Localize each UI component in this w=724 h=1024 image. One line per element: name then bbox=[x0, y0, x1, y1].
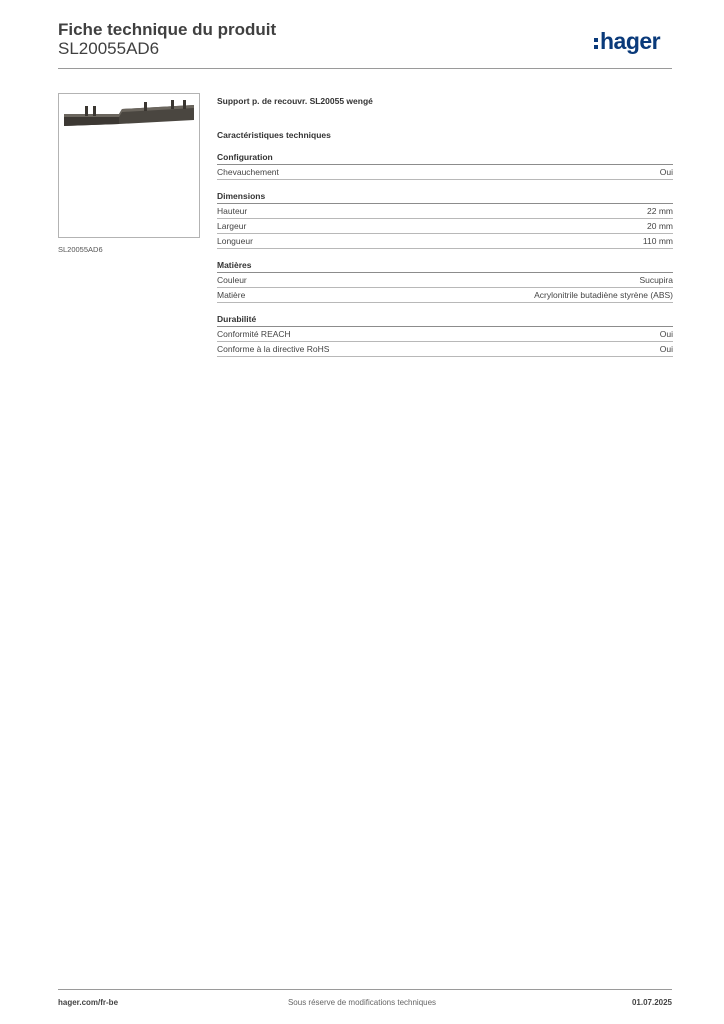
logo-text: hager bbox=[600, 28, 661, 54]
specification-content bbox=[217, 95, 673, 357]
spec-value: Oui bbox=[659, 167, 673, 177]
product-photo bbox=[59, 94, 199, 237]
page-title: Fiche technique du produit bbox=[58, 20, 277, 39]
spec-label: Conformité REACH bbox=[217, 329, 291, 339]
product-image bbox=[58, 93, 200, 238]
spec-row bbox=[217, 234, 673, 249]
spec-label: Hauteur bbox=[217, 206, 248, 216]
footer-date: 01.07.2025 bbox=[631, 998, 672, 1007]
tech-specs-heading: Caractéristiques techniques bbox=[217, 130, 331, 140]
section-dimensions bbox=[217, 190, 673, 249]
footer-website-link[interactable]: hager.com/fr-be bbox=[58, 998, 119, 1007]
spec-value: 20 mm bbox=[647, 221, 673, 231]
spec-value: Oui bbox=[659, 329, 673, 339]
product-name: Support p. de recouvr. SL20055 wengé bbox=[217, 96, 373, 106]
section-durability bbox=[217, 313, 673, 357]
section-title: Matières bbox=[217, 259, 673, 273]
logo-colon-mark bbox=[594, 38, 598, 49]
spec-row bbox=[217, 204, 673, 219]
hager-logo bbox=[594, 26, 660, 56]
spec-label: Couleur bbox=[217, 275, 247, 285]
spec-row bbox=[217, 342, 673, 357]
section-title: Durabilité bbox=[217, 313, 673, 327]
spec-row bbox=[217, 165, 673, 180]
spec-label: Longueur bbox=[217, 236, 253, 246]
spec-label: Largeur bbox=[217, 221, 247, 231]
spec-value: 22 mm bbox=[647, 206, 673, 216]
spec-label: Matière bbox=[217, 290, 246, 300]
section-title: Dimensions bbox=[217, 190, 673, 204]
section-configuration bbox=[217, 151, 673, 180]
spec-value: Oui bbox=[659, 344, 673, 354]
spec-value: Acrylonitrile butadiène styrène (ABS) bbox=[534, 290, 673, 300]
spec-row bbox=[217, 273, 673, 288]
spec-row bbox=[217, 288, 673, 303]
spec-value: Sucupira bbox=[639, 275, 673, 285]
header-divider bbox=[58, 68, 672, 69]
product-reference: SL20055AD6 bbox=[58, 39, 160, 58]
spec-row bbox=[217, 219, 673, 234]
footer-divider bbox=[58, 989, 672, 990]
spec-row bbox=[217, 327, 673, 342]
image-caption: SL20055AD6 bbox=[58, 245, 103, 254]
footer-disclaimer: Sous réserve de modifications techniques bbox=[287, 998, 437, 1007]
section-title: Configuration bbox=[217, 151, 673, 165]
section-materials bbox=[217, 259, 673, 303]
spec-value: 110 mm bbox=[642, 236, 673, 246]
spec-label: Conforme à la directive RoHS bbox=[217, 344, 330, 354]
spec-label: Chevauchement bbox=[217, 167, 279, 177]
